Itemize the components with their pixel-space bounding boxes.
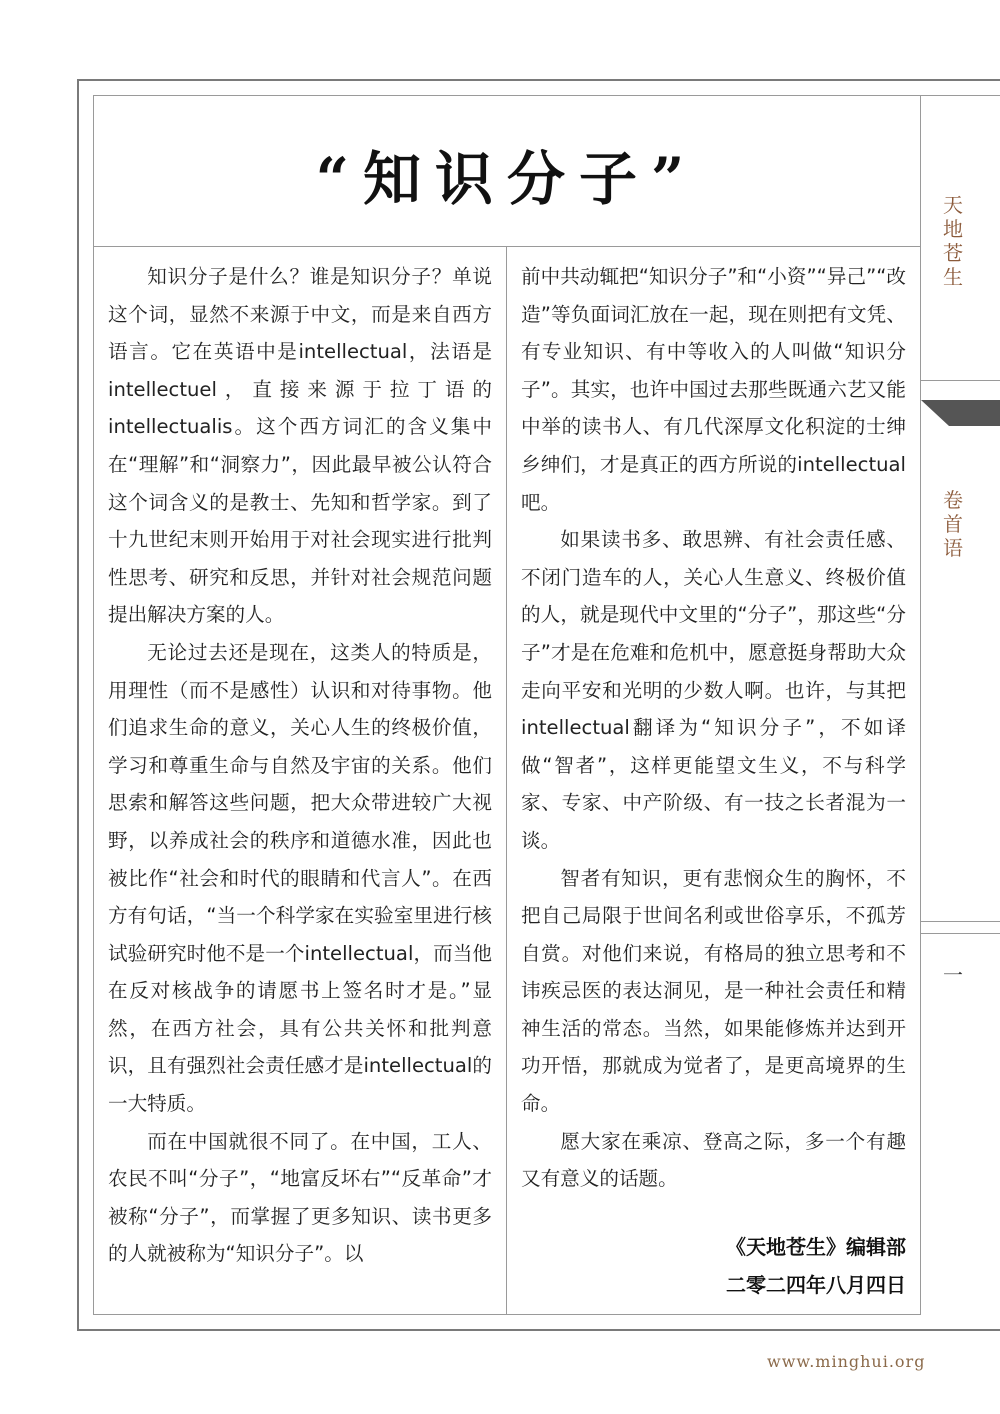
sidebar-divider bbox=[921, 933, 1000, 934]
paragraph: 而在中国就很不同了。在中国，工人、农民不叫“分子”，“地富反坏右”“反革命”才被称“分子”，而掌握了更多知识、读书更多的人就被称为“知识分子”。以 bbox=[108, 1129, 492, 1266]
right-column bbox=[507, 246, 920, 1314]
sidebar-divider bbox=[921, 95, 1000, 96]
section-name: 卷 首 语 bbox=[943, 488, 963, 560]
sidebar-divider bbox=[921, 380, 1000, 381]
magazine-name: 天 地 苍 生 bbox=[943, 193, 963, 289]
signature-date: 二零二四年八月四日 bbox=[726, 1272, 906, 1297]
title-area bbox=[94, 96, 920, 247]
paragraph: 如果读书多、敢思辨、有社会责任感、不闭门造车的人，关心人生意义、终极价值的人，就是现代中文里的“分子”，那这些“分子”才是在危难和危机中，愿意挺身帮助大众走向平安和光明的少数人啊。也许，与其把intellectual翻译为“知识分子”，不如译做“智者”，这样更能望文生义，不与科学家、专家、中产阶级、有一技之长者混为一谈。 bbox=[521, 528, 906, 852]
section-tab-marker bbox=[921, 390, 1000, 426]
paragraph: 愿大家在乘凉、登高之际，多一个有趣又有意义的话题。 bbox=[521, 1129, 906, 1191]
section-sidebar bbox=[921, 95, 1000, 1315]
article-title: “知识分子” bbox=[315, 145, 699, 213]
sidebar-divider bbox=[921, 921, 1000, 922]
page-marker: 一 bbox=[943, 963, 963, 987]
left-column bbox=[94, 246, 507, 1314]
paragraph: 无论过去还是现在，这类人的特质是，用理性（而不是感性）认识和对待事物。他们追求生命的意义，关心人生的终极价值，学习和尊重生命与自然及宇宙的关系。他们思索和解答这些问题，把大众带进较广大视野，以养成社会的秩序和道德水准，因此也被比作“社会和时代的眼睛和代言人”。在西方有句话，“当一个科学家在实验室里进行核试验研究时他不是一个intellectual，而当他在反对核战争的请愿书上签名时才是。”显然，在西方社会，具有公共关怀和批判意识，且有强烈社会责任感才是intellectual的一大特质。 bbox=[108, 640, 492, 1116]
paragraph: 智者有知识，更有悲悯众生的胸怀，不把自己局限于世间名利或世俗享乐，不孤芳自赏。对他们来说，有格局的独立思考和不讳疾忌医的表达洞见，是一种社会责任和精神生活的常态。当然，如果能修炼并达到开功开悟，那就成为觉者了，是更高境界的生命。 bbox=[521, 866, 906, 1116]
article-box bbox=[93, 95, 921, 1315]
editor-signature: 《天地苍生》编辑部 bbox=[726, 1234, 906, 1259]
paragraph: 知识分子是什么？谁是知识分子？单说这个词，显然不来源于中文，而是来自西方语言。它在英语中是intellectual，法语是intellectuel，直接来源于拉丁语的intellectualis。这个西方词汇的含义集中在“理解”和“洞察力”，因此最早被公认符合这个词含义的是教士、先知和哲学家。到了十九世纪末则开始用于对社会现实进行批判性思考、研究和反思，并针对社会规范问题提出解决方案的人。 bbox=[108, 265, 492, 627]
footer-url: www.minghui.org bbox=[767, 1352, 926, 1371]
paragraph: 前中共动辄把“知识分子”和“小资”“异己”“改造”等负面词汇放在一起，现在则把有文凭、有专业知识、有中等收入的人叫做“知识分子”。其实，也许中国过去那些既通六艺又能中举的读书人、有几代深厚文化积淀的士绅乡绅们，才是真正的西方所说的intellectual吧。 bbox=[521, 265, 906, 514]
signature-block bbox=[521, 1228, 906, 1304]
